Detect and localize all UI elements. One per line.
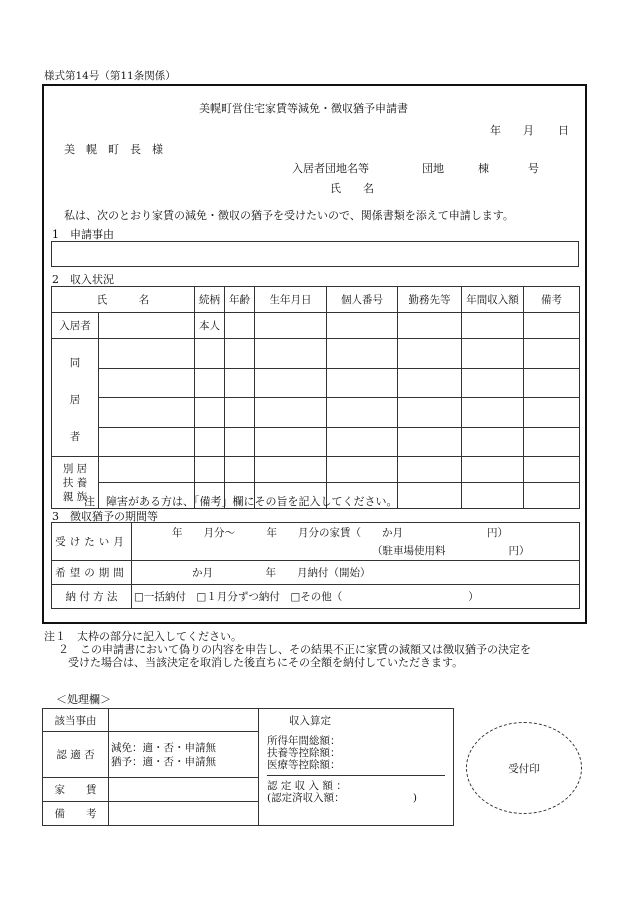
recognized-income: 認 定 収 入 額 ： bbox=[267, 780, 347, 792]
cell[interactable] bbox=[327, 339, 398, 369]
desired-month-row bbox=[52, 523, 580, 561]
cell[interactable] bbox=[462, 339, 524, 369]
cell[interactable] bbox=[99, 457, 195, 483]
hope-period-row bbox=[52, 561, 580, 585]
resident-row bbox=[52, 313, 580, 339]
section1-label: 1 申請事由 bbox=[52, 228, 114, 241]
cell[interactable] bbox=[225, 398, 255, 428]
cell[interactable] bbox=[195, 427, 225, 457]
cell[interactable] bbox=[462, 368, 524, 398]
cohabitant-row bbox=[52, 339, 580, 369]
income-calc-title: 収入算定 bbox=[289, 715, 331, 727]
reception-stamp bbox=[466, 722, 582, 814]
header-name: 氏 名 bbox=[52, 287, 195, 313]
remarks-label: 備 考 bbox=[43, 802, 109, 826]
header-workplace: 勤務先等 bbox=[398, 287, 462, 313]
approval-line1: 減免：適・否・申請無 bbox=[111, 741, 216, 754]
cohabitant-row bbox=[52, 368, 580, 398]
approval-cell[interactable] bbox=[109, 732, 259, 778]
form-title: 美幌町営住宅家賃等減免・徴収猶予申請書 bbox=[199, 102, 408, 115]
header-annual-income: 年間収入額 bbox=[462, 287, 524, 313]
cell[interactable] bbox=[225, 339, 255, 369]
income-header-row bbox=[52, 287, 580, 313]
cell[interactable] bbox=[524, 313, 580, 339]
cell[interactable] bbox=[195, 457, 225, 483]
cohabitant-label-2: 居 bbox=[69, 394, 81, 406]
form-number: 様式第14号（第11条関係） bbox=[44, 70, 176, 82]
period-table bbox=[51, 522, 580, 609]
parking-fee-line: （駐車場使用料 円） bbox=[372, 544, 530, 557]
cell[interactable] bbox=[327, 313, 398, 339]
cohabitant-label-3: 者 bbox=[69, 431, 81, 443]
cell[interactable] bbox=[398, 368, 462, 398]
reception-stamp-label: 受付印 bbox=[508, 762, 540, 775]
cell[interactable] bbox=[398, 339, 462, 369]
processing-reason-row bbox=[43, 709, 454, 732]
processing-title: ＜処理欄＞ bbox=[56, 693, 111, 706]
cell[interactable] bbox=[99, 368, 195, 398]
cell[interactable] bbox=[225, 427, 255, 457]
date-day-label: 日 bbox=[558, 124, 569, 137]
cell[interactable] bbox=[255, 398, 327, 428]
cell[interactable] bbox=[524, 339, 580, 369]
disability-note: 注 障害がある方は、「備考」欄にその旨を記入してください。 bbox=[84, 495, 398, 508]
processing-table bbox=[42, 708, 454, 826]
reason-cell[interactable] bbox=[109, 709, 259, 732]
desired-month-line1: 年 月分～ 年 月分の家賃（ か月 円） bbox=[172, 526, 508, 539]
hope-period-label: 希望の期間 bbox=[52, 561, 132, 585]
payment-method-row bbox=[52, 585, 580, 609]
cell[interactable] bbox=[524, 398, 580, 428]
cohabitant-row bbox=[52, 398, 580, 428]
separate-dependent-row bbox=[52, 457, 580, 483]
cell[interactable] bbox=[195, 339, 225, 369]
cell[interactable] bbox=[225, 368, 255, 398]
recognized-total: (認定済収入額： ) bbox=[267, 792, 417, 804]
date-year-label: 年 bbox=[490, 124, 501, 137]
separate-label-1: 別 居 bbox=[62, 462, 88, 475]
header-personal-number: 個人番号 bbox=[327, 287, 398, 313]
cell[interactable] bbox=[524, 483, 580, 509]
cell[interactable] bbox=[524, 368, 580, 398]
building-label: 棟 bbox=[478, 162, 489, 175]
resident-label: 入居者 bbox=[52, 313, 99, 339]
cell[interactable] bbox=[327, 398, 398, 428]
cell[interactable] bbox=[225, 457, 255, 483]
cell[interactable] bbox=[462, 313, 524, 339]
cell[interactable] bbox=[524, 457, 580, 483]
income-calc-cell bbox=[259, 709, 454, 826]
recipient: 美 幌 町 長 様 bbox=[64, 143, 163, 156]
cell[interactable] bbox=[398, 313, 462, 339]
housing-label: 入居者団地名等 bbox=[292, 162, 369, 175]
rent-label: 家 賃 bbox=[43, 778, 109, 802]
cell[interactable] bbox=[327, 457, 398, 483]
separate-label-2: 扶 養 bbox=[62, 476, 88, 489]
cell[interactable] bbox=[99, 313, 195, 339]
cell[interactable] bbox=[225, 313, 255, 339]
cell[interactable] bbox=[99, 339, 195, 369]
cohabitant-row bbox=[52, 427, 580, 457]
cell[interactable] bbox=[462, 457, 524, 483]
header-birthdate: 生年月日 bbox=[255, 287, 327, 313]
cell[interactable] bbox=[398, 427, 462, 457]
income-table bbox=[51, 286, 580, 509]
cell[interactable] bbox=[255, 427, 327, 457]
cell[interactable] bbox=[462, 398, 524, 428]
section3-label: 3 徴収猶予の期間等 bbox=[52, 510, 158, 523]
cell[interactable] bbox=[195, 368, 225, 398]
header-age: 年齢 bbox=[225, 287, 255, 313]
desired-month-cell[interactable] bbox=[132, 523, 580, 561]
income-calc-item: 扶養等控除額： bbox=[267, 747, 341, 759]
separate-label-3: 親 族 bbox=[62, 490, 88, 503]
cell[interactable] bbox=[462, 483, 524, 509]
rent-cell[interactable] bbox=[109, 778, 259, 802]
reason-input-box[interactable] bbox=[51, 241, 579, 267]
header-relation: 続柄 bbox=[195, 287, 225, 313]
header-remarks: 備考 bbox=[524, 287, 580, 313]
cell[interactable] bbox=[255, 457, 327, 483]
remarks-cell[interactable] bbox=[109, 802, 259, 826]
desired-month-label: 受けたい月 bbox=[52, 523, 132, 561]
resident-relation: 本人 bbox=[195, 313, 225, 339]
cell[interactable] bbox=[398, 398, 462, 428]
cell[interactable] bbox=[195, 398, 225, 428]
cohabitant-label-1: 同 bbox=[69, 357, 81, 369]
income-calc-item: 医療等控除額： bbox=[267, 759, 341, 771]
cell[interactable] bbox=[327, 427, 398, 457]
applicant-name-label: 氏 名 bbox=[330, 182, 374, 195]
cell[interactable] bbox=[398, 483, 462, 509]
cell[interactable] bbox=[255, 339, 327, 369]
cohabitant-label bbox=[52, 339, 99, 457]
cell[interactable] bbox=[462, 427, 524, 457]
payment-method-label: 納 付 方 法 bbox=[52, 585, 132, 609]
cell[interactable] bbox=[524, 427, 580, 457]
hope-period-cell[interactable]: か月 年 月納付（開始） bbox=[132, 561, 580, 585]
danchi-label: 団地 bbox=[422, 162, 444, 175]
cell[interactable] bbox=[255, 313, 327, 339]
income-calc-item: 所得年間総額： bbox=[267, 735, 341, 747]
note-2-line2: 受けた場合は、当該決定を取消した後直ちにその全額を納付していただきます。 bbox=[68, 656, 464, 669]
note-2-line1: ２ この申請書において偽りの内容を申告し、その結果不正に家賃の減額又は徴収猶予の決定を bbox=[58, 643, 531, 656]
payment-method-options[interactable]: □一括納付 □１月分ずつ納付 □その他（ ） bbox=[132, 585, 580, 609]
cell[interactable] bbox=[99, 398, 195, 428]
date-month-label: 月 bbox=[523, 124, 534, 137]
note-1: 注１ 太枠の部分に記入してください。 bbox=[44, 630, 242, 643]
cell[interactable] bbox=[255, 368, 327, 398]
cell[interactable] bbox=[99, 427, 195, 457]
unit-number-label: 号 bbox=[528, 162, 539, 175]
approval-label: 認 適 否 bbox=[43, 732, 109, 778]
section2-label: 2 収入状況 bbox=[52, 273, 114, 286]
cell[interactable] bbox=[398, 457, 462, 483]
approval-line2: 猶予：適・否・申請無 bbox=[111, 755, 216, 768]
intro-statement: 私は、次のとおり家賃の減免・徴収の猶予を受けたいので、関係書類を添えて申請します。 bbox=[64, 209, 514, 222]
reason-label: 該当事由 bbox=[43, 709, 109, 732]
cell[interactable] bbox=[327, 368, 398, 398]
